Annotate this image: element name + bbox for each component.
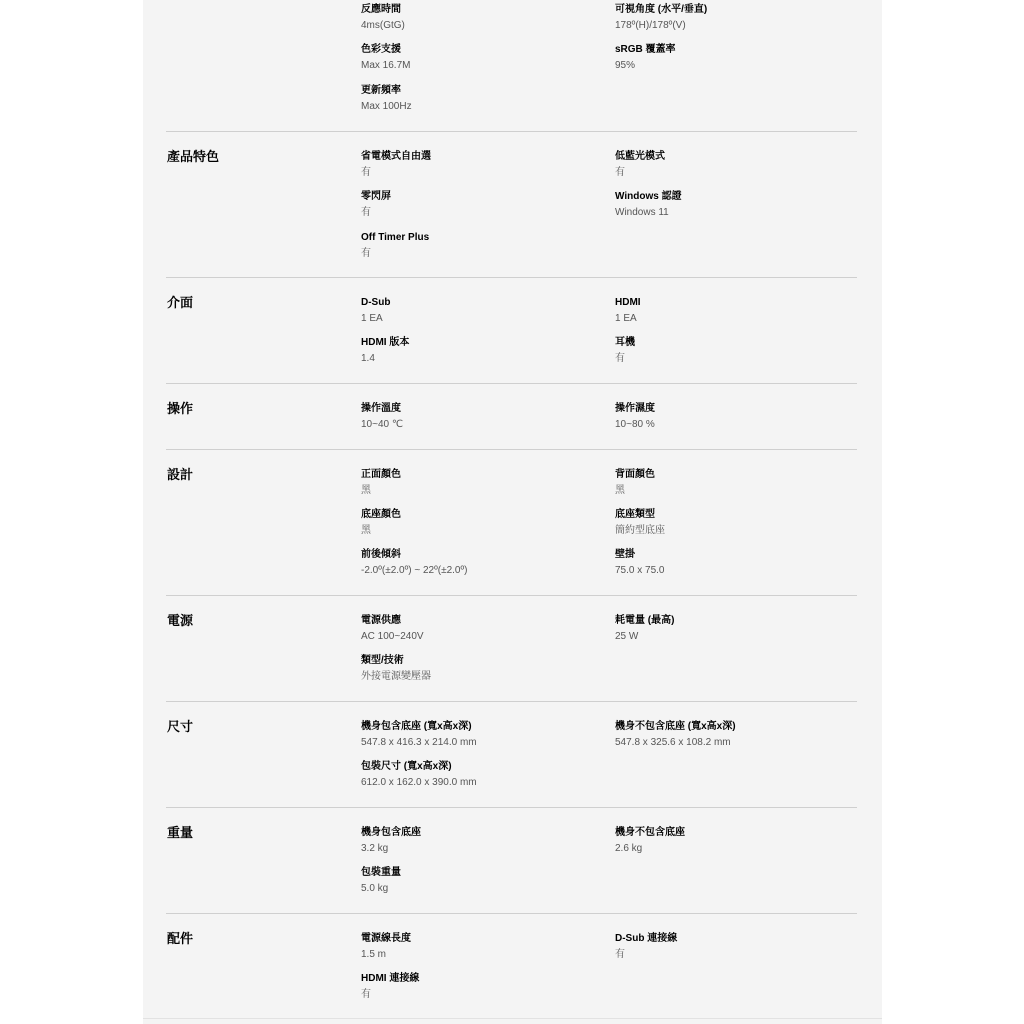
- spec-item: [361, 84, 601, 114]
- spec-value: 547.8 x 416.3 x 214.0 mm: [361, 737, 477, 748]
- spec-item: [615, 508, 855, 538]
- spec-item: [361, 296, 601, 326]
- section-heading: 操作: [167, 401, 194, 416]
- spec-item: [361, 336, 601, 366]
- spec-item: [615, 548, 855, 578]
- spec-name: 背面顏色: [615, 469, 655, 480]
- spec-value: 黑: [361, 485, 371, 496]
- spec-item: [361, 654, 601, 684]
- section-heading: 配件: [167, 931, 194, 946]
- spec-value: 黑: [615, 485, 625, 496]
- spec-value: 612.0 x 162.0 x 390.0 mm: [361, 777, 477, 788]
- spec-name: HDMI 連接線: [361, 973, 420, 984]
- spec-value: 有: [615, 167, 625, 178]
- spec-item: [615, 336, 855, 366]
- spec-value: -2.0º(±2.0º) ~ 22º(±2.0º): [361, 565, 468, 576]
- spec-name: 底座類型: [615, 509, 655, 520]
- spec-value: 1.4: [361, 353, 375, 364]
- section-divider: [166, 277, 857, 278]
- spec-item: [361, 866, 601, 896]
- spec-name: 類型/技術: [361, 655, 404, 666]
- spec-value: 1 EA: [615, 313, 637, 324]
- spec-item: [361, 720, 601, 750]
- spec-item: [615, 3, 855, 33]
- spec-value: 10~40 ℃: [361, 419, 404, 430]
- spec-value: 4ms(GtG): [361, 20, 405, 31]
- spec-name: D-Sub: [361, 297, 391, 308]
- spec-name: 低藍光模式: [615, 151, 665, 162]
- spec-name: 底座顏色: [361, 509, 401, 520]
- spec-item: [361, 190, 601, 220]
- spec-name: 省電模式自由選: [361, 151, 431, 162]
- spec-name: 反應時間: [361, 4, 401, 15]
- section-heading: 介面: [167, 295, 194, 310]
- spec-value: AC 100~240V: [361, 631, 424, 642]
- spec-value: 1.5 m: [361, 949, 387, 960]
- section-divider: [166, 449, 857, 450]
- spec-name: 壁掛: [615, 549, 635, 560]
- spec-name: D-Sub 連接線: [615, 933, 678, 944]
- spec-name: 機身不包含底座 (寬x高x深): [615, 721, 736, 732]
- spec-value: 25 W: [615, 631, 639, 642]
- spec-item: [361, 468, 601, 498]
- spec-value: 3.2 kg: [361, 843, 389, 854]
- spec-item: [615, 296, 855, 326]
- spec-item: [615, 932, 855, 962]
- spec-value: Windows 11: [615, 207, 669, 218]
- spec-item: [615, 720, 855, 750]
- spec-item: [361, 760, 601, 790]
- section-heading: 電源: [167, 613, 194, 628]
- spec-name: 正面顏色: [361, 469, 401, 480]
- spec-item: [361, 3, 601, 33]
- spec-value: 有: [615, 949, 625, 960]
- spec-item: [361, 932, 601, 962]
- spec-name: 耳機: [615, 337, 635, 348]
- spec-name: Windows 認證: [615, 191, 682, 202]
- section-divider: [166, 595, 857, 596]
- spec-value: 1 EA: [361, 313, 383, 324]
- spec-item: [615, 402, 855, 432]
- spec-name: 電源供應: [361, 615, 401, 626]
- spec-name: 更新頻率: [361, 85, 401, 96]
- spec-name: 包裝重量: [361, 867, 401, 878]
- spec-item: [361, 402, 601, 432]
- spec-item: [615, 614, 855, 644]
- section-heading: 尺寸: [167, 719, 194, 734]
- section-heading: 重量: [167, 825, 194, 840]
- section-divider: [166, 913, 857, 914]
- spec-name: 機身不包含底座: [615, 827, 685, 838]
- spec-value: 75.0 x 75.0: [615, 565, 665, 576]
- spec-name: 色彩支援: [361, 44, 401, 55]
- spec-name: sRGB 覆蓋率: [615, 44, 676, 55]
- spec-name: Off Timer Plus: [361, 232, 430, 243]
- spec-name: 機身包含底座: [361, 827, 421, 838]
- spec-item: [361, 231, 601, 261]
- spec-value: 有: [361, 167, 371, 178]
- spec-value: 黑: [361, 525, 371, 536]
- spec-name: 零閃屏: [361, 191, 391, 202]
- spec-value: 547.8 x 325.6 x 108.2 mm: [615, 737, 731, 748]
- spec-value: 有: [361, 207, 371, 218]
- spec-value: 95%: [615, 60, 636, 71]
- page-bottom-divider: [143, 1018, 882, 1019]
- spec-value: 外接電源變壓器: [361, 671, 431, 682]
- spec-item: [615, 468, 855, 498]
- spec-name: HDMI 版本: [361, 337, 410, 348]
- spec-value: 2.6 kg: [615, 843, 643, 854]
- spec-name: 前後傾斜: [361, 549, 401, 560]
- spec-value: 有: [615, 353, 625, 364]
- spec-value: 有: [361, 989, 371, 1000]
- spec-value: 有: [361, 248, 371, 259]
- spec-value: Max 100Hz: [361, 101, 412, 112]
- spec-name: 耗電量 (最高): [615, 615, 675, 626]
- spec-value: 178º(H)/178º(V): [615, 20, 686, 31]
- section-heading: 設計: [167, 467, 194, 482]
- spec-name: 可視角度 (水平/垂直): [615, 4, 708, 15]
- spec-value: 簡約型底座: [615, 525, 665, 536]
- spec-item: [361, 972, 601, 1002]
- spec-name: 電源線長度: [361, 933, 411, 944]
- spec-item: [361, 150, 601, 180]
- spec-value: Max 16.7M: [361, 60, 411, 71]
- section-divider: [166, 701, 857, 702]
- spec-item: [361, 508, 601, 538]
- spec-name: HDMI: [615, 297, 641, 308]
- section-heading: 產品特色: [167, 149, 220, 164]
- spec-item: [361, 826, 601, 856]
- spec-item: [615, 190, 855, 220]
- spec-item: [615, 826, 855, 856]
- spec-name: 操作濕度: [615, 403, 655, 414]
- spec-value: 10~80 %: [615, 419, 655, 430]
- section-divider: [166, 807, 857, 808]
- section-divider: [166, 131, 857, 132]
- spec-name: 包裝尺寸 (寬x高x深): [361, 761, 452, 772]
- spec-name: 操作溫度: [361, 403, 401, 414]
- spec-item: [361, 43, 601, 73]
- spec-item: [361, 614, 601, 644]
- spec-item: [361, 548, 601, 578]
- spec-item: [615, 150, 855, 180]
- spec-item: [615, 43, 855, 73]
- spec-value: 5.0 kg: [361, 883, 389, 894]
- section-divider: [166, 383, 857, 384]
- spec-name: 機身包含底座 (寬x高x深): [361, 721, 472, 732]
